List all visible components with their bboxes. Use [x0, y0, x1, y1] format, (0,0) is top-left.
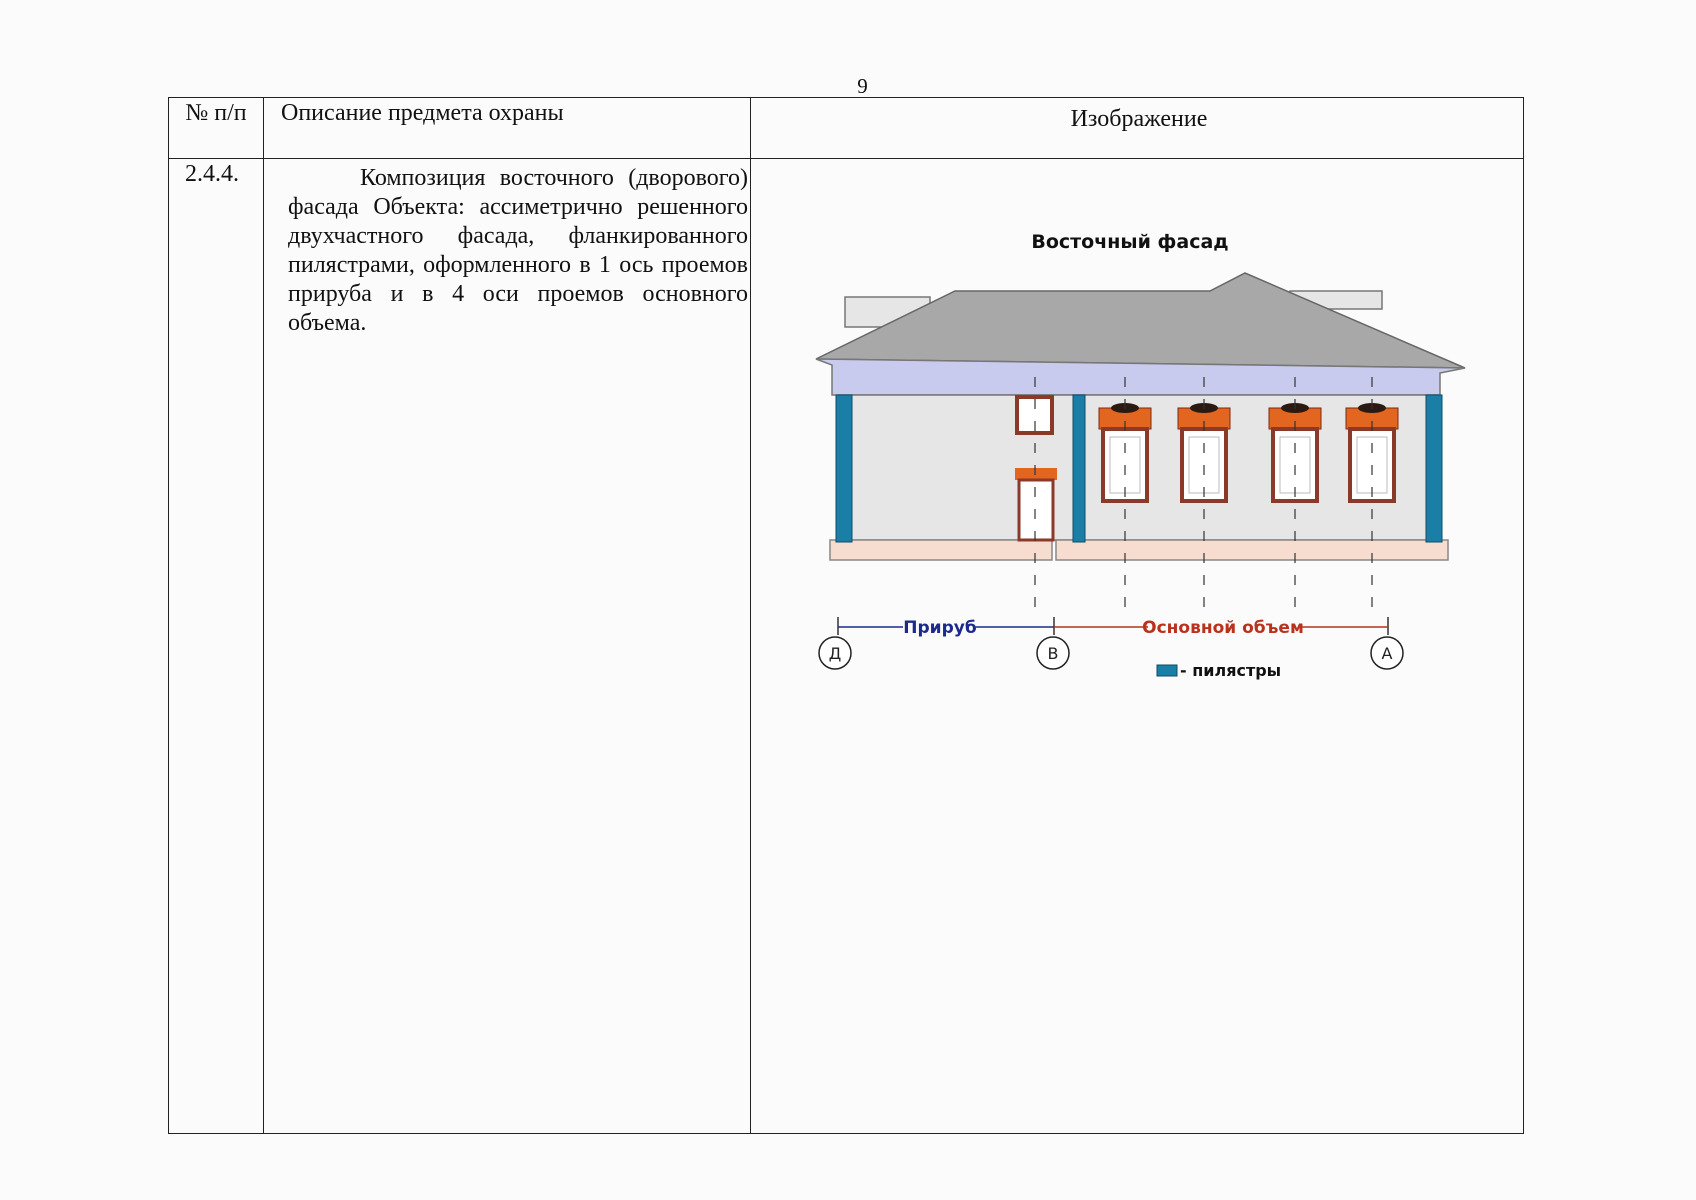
header-image: Изображение [1070, 106, 1208, 132]
header-description: Описание предмета охраны [281, 100, 564, 126]
column-divider [750, 98, 751, 1133]
page-number: 9 [857, 74, 868, 98]
east-facade-drawing [810, 225, 1470, 685]
main-volume-label: Основной объем [1142, 618, 1304, 638]
axis-scale [819, 617, 1403, 680]
header-number: № п/п [185, 100, 247, 126]
plinth-main [1056, 540, 1448, 560]
door-header [1015, 468, 1057, 480]
pilaster [836, 395, 852, 542]
row-description: Композиция восточного (дворового) фасада Объекта: ассиметрично решенного двухчастного фасада, фланкированного пилястрами, оформленного в 1 ось проемов прируба и в 4 оси проемов основного объема. [288, 165, 748, 336]
legend-pilaster-label: - пилястры [1180, 661, 1282, 680]
plinth-annex [830, 540, 1052, 560]
legend-pilaster-swatch [1157, 665, 1177, 676]
pilaster [1073, 395, 1085, 542]
annex-label: Прируб [903, 618, 977, 638]
axis-marker-a-label: А [1381, 644, 1393, 663]
axis-marker-d-label: Д [828, 644, 842, 663]
drawing-title: Восточный фасад [1031, 231, 1229, 253]
annex-door [1019, 480, 1053, 540]
pilaster [1426, 395, 1442, 542]
column-divider [263, 98, 264, 1133]
roof [816, 273, 1465, 368]
axis-marker-v-label: В [1047, 644, 1059, 663]
header-divider [169, 158, 1523, 159]
row-number: 2.4.4. [185, 161, 239, 187]
